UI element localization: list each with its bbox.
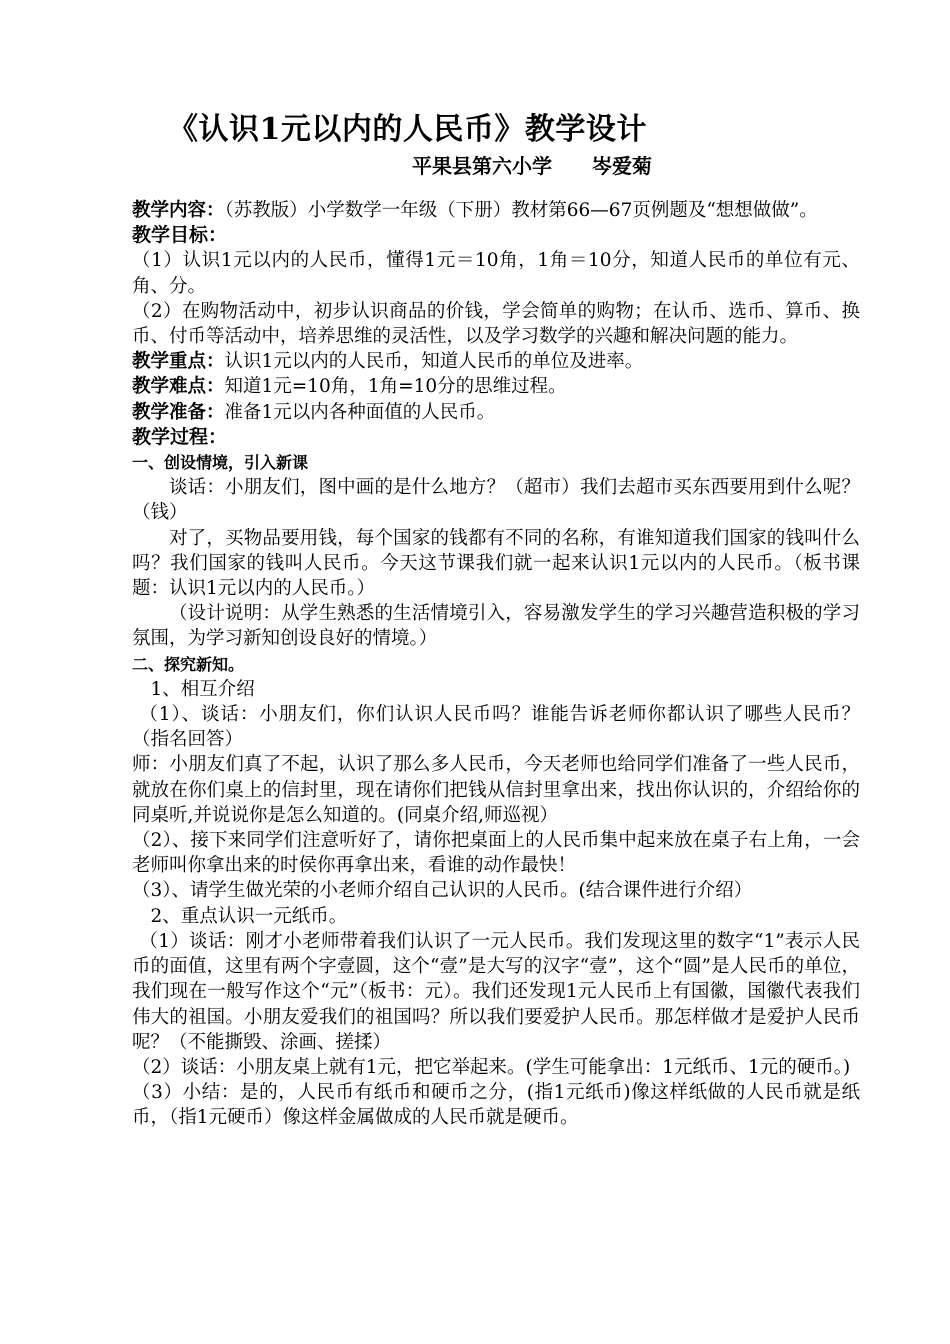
content-label: 教学内容： <box>132 200 225 221</box>
key-point-text: 认识1元以内的人民币，知道人民币的单位及进率。 <box>224 351 644 373</box>
content-paragraph <box>132 198 860 223</box>
preparation-paragraph <box>132 400 860 425</box>
difficulty-label: 教学难点： <box>132 376 225 398</box>
subsection1-item-2: （2）、接下来同学们注意听好了，请你把桌面上的人民币集中起来放在桌子右上角，一会老师叫你拿出来的时侯你再拿出来，看谁的动作最快！ <box>132 830 860 877</box>
subsection2-heading: 2、重点认识一元纸币。 <box>150 905 348 927</box>
key-point-paragraph <box>132 349 860 374</box>
preparation-text: 准备1元以内各种面值的人民币。 <box>224 401 496 423</box>
objectives-label: 教学目标： <box>132 224 228 247</box>
section1-design-note: （设计说明：从学生熟悉的生活情境引入，容易激发学生的学习兴趣营造积极的学习氛围，为学习新知创设良好的情境。） <box>132 603 860 650</box>
process-label: 教学过程： <box>132 425 228 448</box>
subsection2-item-1: （1）谈话：刚才小老师带着我们认识了一元人民币。我们发现这里的数字“1”表示人民币的面值，这里有两个字壹圆，这个“壹”是大写的汉字“壹”，这个“圆”是人民币的单位，我们现在一般写作这个“元”（板书：元）。我们还发现1元人民币上有国徽，国徽代表我们伟大的祖国。小朋友爱我们的祖国吗？所以我们要爱护人民币。那怎样做才是爱护人民币呢？（不能撕毁、涂画、搓揉） <box>132 930 860 1053</box>
section2-heading: 二、探究新知。 <box>132 654 245 674</box>
subsection1-teacher-paragraph: 师：小朋友们真了不起，认识了那么多人民币，今天老师也给同学们准备了一些人民币，就放在你们桌上的信封里，现在请你们把钱从信封里拿出来，找出你认识的，介绍给你的同桌听,并说说你是怎么知道的。(同桌介绍,师巡视） <box>132 754 860 826</box>
difficulty-paragraph <box>132 374 860 399</box>
objective-item-1: （1）认识1元以内的人民币，懂得1元＝10角，1角＝10分，知道人民币的单位有元、角、分。 <box>132 250 860 297</box>
section1-paragraph-1: 谈话：小朋友们，图中画的是什么地方？（超市）我们去超市买东西要用到什么呢？（钱） <box>132 477 860 524</box>
subsection2-item-2: （2）谈话：小朋友桌上就有1元，把它举起来。(学生可能拿出：1元纸币、1元的硬币。) <box>132 1056 851 1078</box>
document-title: 《认识1元以内的人民币》教学设计 <box>168 112 647 147</box>
section1-paragraph-2: 对了，买物品要用钱，每个国家的钱都有不同的名称，有谁知道我们国家的钱叫什么吗？我们国家的钱叫人民币。今天这节课我们就一起来认识1元以内的人民币。（板书课题：认识1元以内的人民币。） <box>132 527 860 600</box>
section1-heading: 一、创设情境，引入新课 <box>132 453 309 473</box>
objective-item-2: （2）在购物活动中，初步认识商品的价钱，学会简单的购物；在认币、选币、算币、换币、付币等活动中，培养思维的灵活性，以及学习数学的兴趣和解决问题的能力。 <box>132 300 860 348</box>
subsection1-item-1: （1）、谈话：小朋友们，你们认识人民币吗？谁能告诉老师你都认识了哪些人民币？（指名回答） <box>132 704 860 751</box>
content-text: （苏教版）小学数学一年级（下册）教材第66—67页例题及“想想做做”。 <box>224 200 818 221</box>
subsection1-item-3: （3）、请学生做光荣的小老师介绍自己认识的人民币。(结合课件进行介绍） <box>132 880 753 902</box>
preparation-label: 教学准备： <box>132 401 225 423</box>
subsection1-heading: 1、相互介绍 <box>150 678 255 700</box>
document-body <box>132 198 860 1131</box>
author-line: 平果县第六小学 岑爱菊 <box>412 154 652 178</box>
key-point-label: 教学重点： <box>132 351 225 373</box>
difficulty-text: 知道1元=10角，1角=10分的思维过程。 <box>224 376 567 398</box>
subsection2-item-3: （3）小结：是的，人民币有纸币和硬币之分，(指1元纸币)像这样纸做的人民币就是纸币，（指1元硬币）像这样金属做成的人民币就是硬币。 <box>132 1082 860 1129</box>
